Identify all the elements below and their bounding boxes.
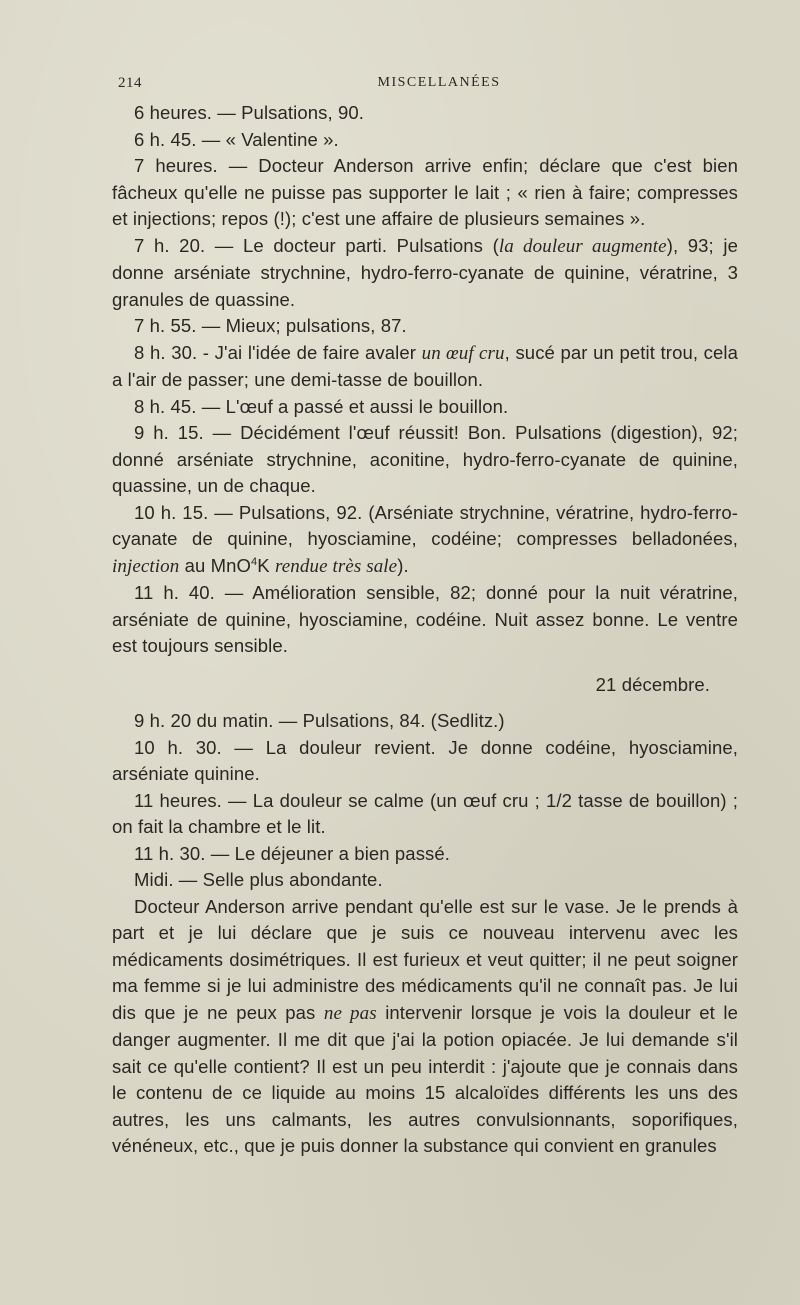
italic-phrase: injection: [112, 555, 180, 577]
entry-11h40: 11 h. 40. — Amélioration sensible, 82; donné pour la nuit vératrine, arséniate de quinine, hyosciamine, codéine. Nuit assez bonne. Le ventre est toujours sensible.: [112, 582, 744, 656]
entry-9h15: 9 h. 15. — Décidément l'œuf réussit! Bon. Pulsations (digestion), 92; donné arséniate strychnine, aconitine, hydro-ferro-cyanate de quinine, quassine, un de chaque.: [112, 422, 744, 496]
entry-text: ).: [397, 554, 409, 576]
running-head: [112, 60, 738, 100]
entry-8h45: 8 h. 45. — L'œuf a passé et aussi le bouillon.: [134, 395, 509, 417]
entry-9h20: 9 h. 20 du matin. — Pulsations, 84. (Sedlitz.): [134, 710, 505, 731]
running-title: MISCELLANÉES: [377, 75, 501, 90]
superscript: 4: [251, 555, 258, 568]
entry-7h20: [112, 233, 744, 314]
entry-anderson: [112, 894, 744, 1160]
entry-text: Docteur Anderson arrive pendant qu'elle est sur le vase. Je le prends à part et je lui déclare que je suis ce nouveau intervenu avec les médicaments dosimétriques. Il est furieux et veut quitter; il ne peut soigner ma femme si je lui administre des médicaments qu'il ne connaît pas. Je lui dis que je ne peux pas: [112, 895, 744, 1023]
entry-text: au MnO: [179, 554, 252, 576]
entry-11h: 11 heures. — La douleur se calme (un œuf cru ; 1/2 tasse de bouillon) ; on fait la chambre et le lit.: [112, 789, 744, 837]
entry-7h: 7 heures. — Docteur Anderson arrive enfin; déclare que c'est bien fâcheux qu'elle ne puisse pas supporter le lait ; « rien à faire; compresses et injections; repos (!); c'est une affaire de plusieurs semaines ».: [112, 155, 744, 229]
entry-6h: 6 heures. — Pulsations, 90.: [134, 102, 364, 123]
entry-8h30: [112, 340, 744, 394]
entry-11h30: 11 h. 30. — Le déjeuner a bien passé.: [134, 842, 451, 864]
entry-6h45: 6 h. 45. — « Valentine ».: [134, 128, 339, 150]
italic-phrase: la douleur augmente: [498, 235, 667, 257]
entry-text: , sucé par un petit trou, cela a l'air de passer; une demi-tasse de bouillon.: [112, 341, 744, 390]
date-heading: 21 décembre.: [595, 673, 710, 695]
entry-text: 8 h. 30. - J'ai l'idée de faire avaler: [134, 341, 422, 363]
italic-phrase: un œuf cru: [421, 342, 505, 364]
entry-7h55: 7 h. 55. — Mieux; pulsations, 87.: [134, 315, 407, 336]
italic-phrase: ne pas: [323, 1002, 377, 1024]
italic-phrase: rendue très sale: [274, 555, 398, 577]
body-text: [112, 100, 744, 1160]
entry-10h30: 10 h. 30. — La douleur revient. Je donne codéine, hyosciamine, arséniate quinine.: [112, 736, 744, 784]
entry-midi: Midi. — Selle plus abondante.: [134, 869, 383, 890]
entry-text: ), 93; je donne arséniate strychnine, hydro-ferro-cyanate de quinine, vératrine, 3 granules de quassine.: [112, 234, 744, 310]
entry-10h15: [112, 500, 744, 581]
entry-text: K: [257, 554, 275, 576]
entry-text: intervenir lorsque je vois la douleur et le danger augmenter. Il me dit que j'ai la potion opiacée. Je lui demande s'il sait ce qu'elle contient? Il est un peu interdit : j'ajoute que je connais dans le contenu de ce liquide au moins 15 alcaloïdes différents les uns des autres, les uns calmants, les autres convulsionnants, soporifiques, vénéneux, etc., que je puis donner la substance qui convient en granules: [112, 1001, 744, 1156]
entry-text: 7 h. 20. — Le docteur parti. Pulsations (: [134, 234, 499, 256]
entry-text: 10 h. 15. — Pulsations, 92. (Arséniate strychnine, vératrine, hydro-ferro-cyanate de quinine, hyosciamine, codéine; compresses belladonées,: [112, 501, 744, 549]
book-page: [112, 60, 744, 1160]
page-number: 214: [118, 75, 142, 91]
